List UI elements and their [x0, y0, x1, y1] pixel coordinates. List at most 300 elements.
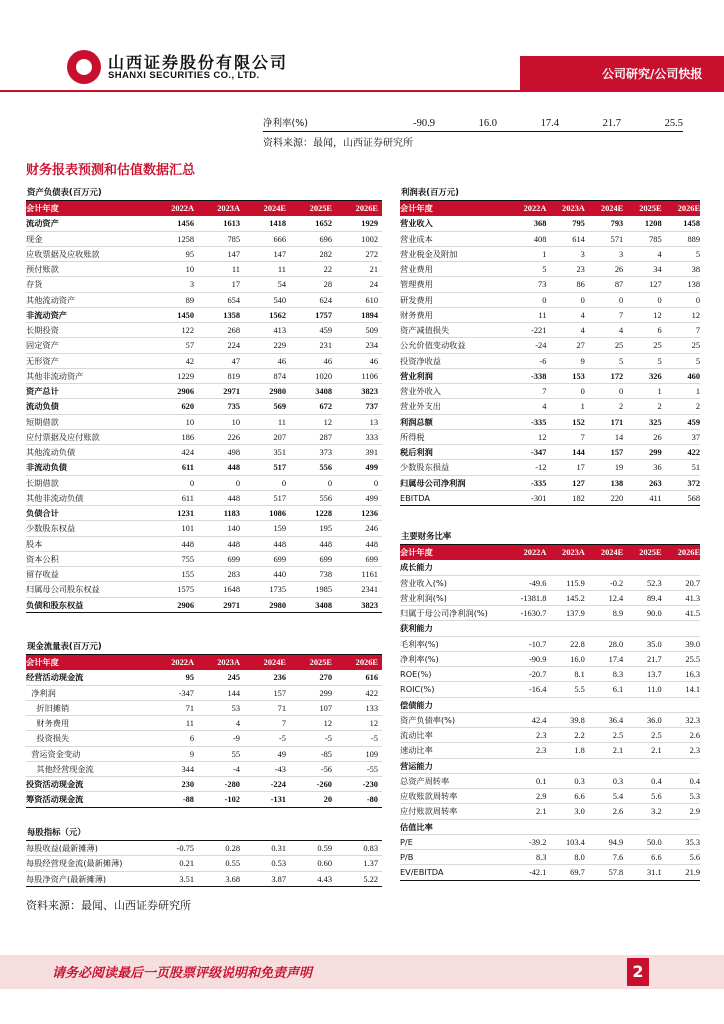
table-row [26, 262, 382, 277]
cell-value: 666 [273, 234, 286, 244]
row-label: 应付账款周转率 [400, 806, 458, 817]
cell-value: 39.0 [685, 639, 701, 649]
cell-value: 0.59 [317, 844, 332, 853]
table-row [400, 865, 700, 880]
row-label: 营业利润 [400, 370, 433, 381]
row-label: 短期借款 [26, 416, 59, 427]
cell-value: 411 [649, 493, 662, 503]
cell-value [623, 621, 661, 635]
cell-value: 282 [319, 249, 332, 259]
cell-value: 699 [365, 554, 378, 564]
cell-value: 0 [580, 295, 585, 305]
row-label: 其他非流动资产 [26, 370, 84, 381]
cell-value: 231 [319, 341, 332, 351]
cell-value: 42.4 [531, 715, 547, 725]
cell-value: 11 [538, 310, 547, 320]
cell-value: 25 [614, 341, 624, 351]
cell-value: 46 [277, 356, 286, 366]
panel-title: 现金流量表(百万元) [26, 640, 382, 655]
table-row [263, 116, 683, 132]
cell-value: 1894 [361, 310, 378, 320]
cell-value: 87 [614, 280, 624, 290]
cell-value: 1456 [177, 219, 194, 229]
cell-value: -102 [224, 795, 240, 805]
row-label: 营业利润(%) [400, 592, 447, 603]
cell-value: 107 [319, 703, 332, 713]
cell-value: 0 [542, 295, 547, 305]
table-row [26, 369, 382, 384]
cell-value: 0.53 [271, 859, 286, 869]
cell-value: -4 [233, 764, 240, 774]
row-label: 留存收益 [26, 569, 59, 579]
cell-value: 8.3 [535, 853, 547, 862]
cell-value: 499 [365, 493, 378, 503]
cell-value: 1652 [315, 219, 332, 229]
row-label: 估值比率 [400, 821, 433, 832]
cell-value: -90.9 [528, 654, 547, 664]
cell-value: 1735 [269, 585, 286, 595]
table-row [400, 560, 700, 575]
cell-value: 2.5 [612, 731, 624, 740]
cell-value: 171 [610, 417, 624, 427]
header-year: 2023A [562, 548, 585, 557]
cell-value: 672 [319, 402, 332, 412]
table-row [400, 491, 700, 506]
cell-value: 699 [273, 554, 286, 564]
cell-value: 52.3 [646, 578, 662, 588]
cell-value: 69.7 [570, 868, 585, 878]
table-row [26, 537, 382, 552]
row-label: EBITDA [400, 492, 430, 503]
cell-value: 0 [619, 295, 624, 305]
cell-value: 159 [273, 524, 286, 534]
cell-value: 28 [323, 280, 332, 290]
cell-value: 7.6 [612, 853, 624, 862]
header-label: 会计年度 [26, 657, 59, 667]
cell-value: 195 [319, 524, 332, 534]
cell-value: 224 [227, 341, 240, 351]
cell-value: 153 [572, 371, 585, 381]
income-statement-table [400, 186, 700, 506]
row-label: ROE(%) [400, 669, 432, 679]
cell-value [508, 698, 546, 712]
table-row [26, 216, 382, 231]
table-row [400, 606, 700, 621]
cell-value: 6 [189, 734, 194, 744]
cell-value [662, 621, 700, 635]
cell-value: 7 [542, 387, 547, 396]
cell-value: 422 [365, 688, 378, 698]
cell-value: 17 [576, 463, 585, 473]
table-row [26, 872, 382, 887]
cell-value: -49.6 [528, 578, 547, 588]
cell-value: 16.0 [570, 654, 585, 664]
cell-value: 448 [227, 463, 240, 473]
cell-value: -80 [366, 795, 378, 805]
cell-value: 144 [572, 448, 585, 457]
cell-value [623, 759, 661, 773]
cell-value: 819 [227, 371, 240, 381]
cell-value: 1183 [223, 509, 240, 518]
cell-value: 795 [572, 219, 585, 229]
cell-value: 1358 [223, 310, 240, 320]
table-row [26, 582, 382, 597]
cell-value: 326 [649, 371, 662, 381]
cell-value: 2980 [269, 600, 286, 610]
table-row [400, 820, 700, 835]
header-year: 2022A [523, 548, 547, 557]
cell-value: 1161 [361, 570, 378, 579]
cell-value: 2971 [223, 387, 240, 396]
cell-value: 2.2 [574, 731, 585, 740]
cell-value: 1648 [223, 585, 240, 595]
cell-value: 5.4 [612, 792, 624, 801]
cell-value: 152 [572, 417, 585, 427]
cell-value: -88 [182, 795, 194, 805]
cell-value: 1002 [361, 234, 378, 244]
cell-value: 39.8 [570, 715, 585, 725]
cell-value: 287 [319, 432, 332, 442]
cell-value: 1229 [177, 371, 194, 381]
cell-value: 1 [657, 387, 662, 396]
cell-value: 3823 [361, 387, 378, 396]
cell-value: -5 [325, 734, 332, 744]
table-row [26, 384, 382, 399]
table-row [26, 792, 382, 807]
cell-value: 8.0 [574, 853, 585, 862]
cell-value: 157 [610, 448, 624, 457]
cell-value: 27 [576, 341, 585, 351]
cell-value [662, 560, 700, 574]
cell-value: -10.7 [528, 639, 547, 649]
cell-value: 616 [365, 673, 378, 683]
table-row [400, 338, 700, 353]
row-label: 应收票据及应收账款 [26, 248, 100, 259]
cell-value: -39.2 [528, 837, 547, 847]
table-row [26, 521, 382, 536]
table-row [400, 759, 700, 774]
cell-value: 0.55 [225, 859, 240, 869]
row-label: 归属母公司股东权益 [26, 584, 100, 595]
cell-value: 0.4 [689, 776, 701, 786]
cell-value: -85 [320, 749, 332, 759]
row-label: 研发费用 [400, 294, 433, 305]
cell-value: 10 [231, 417, 240, 427]
cell-value: 20.7 [685, 578, 701, 588]
table-row [26, 747, 382, 762]
page-header [0, 0, 724, 92]
table-row [400, 399, 700, 414]
cell-value: 95 [185, 673, 194, 683]
cell-value [508, 560, 546, 574]
cell-value: 137.9 [565, 609, 585, 618]
row-label: 速动比率 [400, 745, 433, 756]
cell-value: 220 [610, 493, 624, 503]
table-row [26, 460, 382, 475]
cell-value: 46 [369, 356, 378, 366]
row-label: 每股净资产(最新摊薄) [26, 873, 107, 884]
cell-value: -1381.8 [520, 593, 547, 603]
cell-value: 57.8 [608, 868, 624, 878]
cell-value: 229 [273, 341, 286, 351]
cell-value: 2906 [177, 600, 194, 610]
cell-value: 540 [273, 295, 286, 305]
cell-value: 325 [649, 417, 662, 427]
cell-value [662, 698, 700, 712]
table-row [26, 430, 382, 445]
header-year: 2023A [217, 204, 240, 213]
cell-value: 12 [653, 310, 662, 320]
cell-value: 9 [580, 356, 585, 366]
cell-value: 25.5 [664, 118, 683, 129]
cell-value: 1208 [644, 219, 662, 229]
cell-value: 299 [319, 688, 332, 698]
cell-value: 263 [649, 478, 662, 488]
cell-value: 2.3 [535, 746, 547, 756]
table-row [400, 652, 700, 667]
row-label: 应付票据及应付账款 [26, 431, 100, 442]
cell-value [546, 560, 584, 574]
cell-value: 1106 [361, 371, 378, 381]
row-label: 折旧摊销 [26, 702, 70, 713]
cell-value: 3408 [315, 387, 332, 396]
row-label: 偿债能力 [400, 699, 433, 710]
table-header-row [26, 655, 382, 670]
cell-value: 738 [319, 570, 332, 579]
cell-value: 2971 [223, 600, 240, 610]
cell-value: -260 [316, 780, 332, 789]
row-label: ROIC(%) [400, 684, 435, 695]
table-row [400, 216, 700, 231]
cell-value: 10 [185, 417, 194, 427]
table-row [400, 667, 700, 682]
row-label: 税后利润 [400, 447, 433, 457]
cell-value: 140 [227, 524, 240, 534]
cell-value [623, 820, 661, 834]
row-label: 营业税金及附加 [400, 248, 458, 259]
cell-value: 5.3 [689, 792, 701, 801]
table-row [400, 415, 700, 430]
cell-value: 1231 [177, 509, 194, 518]
row-label: 流动负债 [26, 401, 59, 412]
cell-value [546, 759, 584, 773]
cell-value: 23 [576, 265, 585, 274]
cell-value: 90.0 [646, 609, 662, 618]
cell-value: 236 [273, 673, 286, 683]
cell-value: 16.0 [478, 118, 497, 129]
cell-value: 1086 [269, 509, 286, 518]
table-row [26, 338, 382, 353]
cell-value: 234 [365, 341, 378, 351]
cell-value [585, 621, 623, 635]
table-row [26, 567, 382, 582]
cell-value: 3 [580, 249, 585, 259]
cell-value: 459 [687, 417, 701, 427]
cell-value: 509 [365, 326, 378, 335]
row-label: 营业成本 [400, 233, 433, 244]
cell-value: 755 [181, 554, 194, 564]
cell-value: 0 [657, 295, 662, 305]
table-row [26, 506, 382, 521]
cell-value: 6.6 [574, 792, 585, 801]
cell-value: 1575 [177, 585, 194, 595]
row-label: 营业收入 [400, 218, 433, 229]
cell-value: 133 [365, 703, 378, 713]
cell-value: 0.83 [363, 844, 378, 853]
header-year: 2026E [355, 204, 378, 213]
cell-value [546, 698, 584, 712]
row-label: 营运能力 [400, 760, 433, 771]
cell-value: 245 [227, 673, 240, 683]
row-label: 营业收入(%) [400, 577, 447, 588]
cell-value: -12 [535, 463, 547, 473]
cell-value: 1929 [361, 219, 378, 229]
cell-value: 54 [277, 280, 286, 290]
cell-value: 19 [614, 463, 624, 473]
table-row [26, 552, 382, 567]
table-row [26, 716, 382, 731]
table-row [26, 686, 382, 701]
cell-value: 448 [227, 539, 240, 549]
cell-value: 12 [538, 432, 547, 442]
cell-value: 5.6 [651, 792, 662, 801]
cell-value: 1.37 [363, 859, 378, 869]
cell-value: 17.4 [608, 654, 624, 664]
cell-value: 499 [365, 463, 378, 473]
table-row [26, 670, 382, 685]
row-label: 净利率(%) [400, 653, 439, 664]
cell-value: 36.0 [646, 715, 662, 725]
header-year: 2026E [355, 658, 378, 667]
table-row [400, 743, 700, 758]
cell-value: 0 [580, 387, 585, 396]
cell-value: 10 [185, 265, 194, 274]
cell-value: 7 [580, 432, 585, 442]
cell-value: 182 [572, 493, 585, 503]
header-year: 2023A [562, 204, 585, 213]
cell-value: 3.2 [651, 807, 662, 817]
cell-value: 14.1 [685, 685, 701, 695]
row-label: 少数股东权益 [26, 523, 76, 534]
cell-value: 138 [610, 478, 624, 488]
cell-value: 12 [323, 719, 332, 728]
cell-value: 4 [580, 326, 585, 335]
row-label: 财务费用 [26, 718, 70, 728]
row-label: 每股经营现金流(最新摊薄) [26, 858, 123, 869]
row-label: EV/EBITDA [400, 867, 444, 878]
cell-value: 12.4 [608, 593, 624, 603]
panel-title: 每股指标（元） [26, 826, 382, 841]
header-year: 2024E [263, 658, 286, 667]
cell-value: 0.31 [271, 844, 286, 853]
row-label: 现金 [26, 233, 43, 244]
header-year: 2025E [639, 548, 662, 557]
table-row [26, 247, 382, 262]
cell-value: 2980 [269, 387, 286, 396]
cell-value: 103.4 [565, 837, 585, 847]
cell-value: 408 [533, 234, 547, 244]
cell-value: 25 [653, 341, 662, 351]
cell-value: 611 [181, 463, 194, 473]
table-row [26, 491, 382, 506]
row-label: 非流动负债 [26, 462, 67, 473]
cell-value: 11 [231, 265, 240, 274]
cell-value: 1258 [177, 234, 194, 244]
cell-value: 11 [277, 265, 286, 274]
row-label: 管理费用 [400, 279, 433, 290]
cell-value: 569 [273, 402, 286, 412]
table-row [400, 232, 700, 247]
cell-value: 21 [369, 265, 378, 274]
cell-value: 147 [227, 249, 240, 259]
cell-value: 1 [580, 402, 585, 412]
table-row [26, 445, 382, 460]
cell-value: 2.1 [651, 746, 662, 756]
cell-value: 2 [657, 402, 662, 412]
table-row [26, 415, 382, 430]
row-label: 资本公积 [26, 553, 59, 564]
company-name-en: SHANXI SECURITIES CO., LTD. [108, 70, 260, 81]
cell-value: 122 [181, 326, 194, 335]
row-label: 营运资金变动 [26, 748, 81, 759]
cell-value: 413 [273, 326, 286, 335]
cell-value: 127 [649, 280, 662, 290]
report-category-tab: 公司研究/公司快报 [520, 56, 724, 92]
section-title: 财务报表预测和估值数据汇总 [26, 163, 196, 178]
cell-value [662, 759, 700, 773]
balance-sheet-table [26, 186, 382, 613]
cell-value: 94.9 [608, 837, 624, 847]
table-row [26, 731, 382, 746]
cell-value: 3823 [361, 600, 378, 610]
row-label: 归属母公司净利润 [400, 477, 466, 488]
cell-value: 611 [181, 493, 194, 503]
cell-value: 344 [181, 764, 194, 774]
cell-value: 0 [373, 478, 378, 488]
cell-value: 0 [235, 478, 240, 488]
cell-value: 36 [653, 463, 662, 473]
cell-value: 1562 [269, 310, 286, 320]
cell-value: 226 [227, 432, 240, 442]
per-share-table [26, 826, 382, 887]
table-row [400, 591, 700, 606]
cell-value: 448 [273, 539, 286, 549]
header-year: 2025E [309, 204, 332, 213]
header-label: 会计年度 [26, 203, 59, 213]
row-label: 少数股东损益 [400, 462, 450, 473]
cell-value: 0 [189, 478, 194, 488]
cell-value: 2.1 [612, 746, 624, 756]
table-row [400, 384, 700, 399]
cell-value: 459 [319, 326, 332, 335]
cell-value: -0.2 [609, 578, 624, 588]
cell-value: 49 [277, 749, 286, 759]
table-row [26, 476, 382, 491]
cell-value: 0 [327, 478, 332, 488]
table-row [400, 323, 700, 338]
table-row [400, 277, 700, 292]
cell-value: 41.5 [685, 609, 701, 618]
cell-value: 556 [319, 493, 332, 503]
cell-value: 9 [189, 749, 194, 759]
row-label: 营业外收入 [400, 386, 441, 396]
cell-value: 785 [227, 234, 240, 244]
cell-value: 8.1 [574, 670, 585, 679]
panel-title: 利润表(百万元) [400, 186, 700, 201]
row-label: 经营活动现金流 [26, 672, 84, 683]
cell-value: 4 [542, 402, 547, 412]
cell-value: 25.5 [685, 654, 701, 664]
